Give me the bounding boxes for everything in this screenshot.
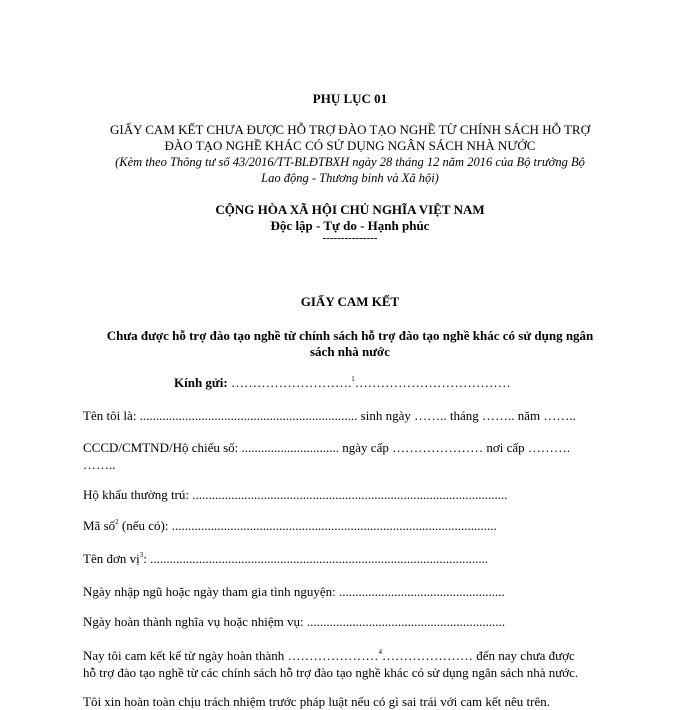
subtitle-line2: sách nhà nước [309,344,391,359]
code-rest: (nếu có): .................................................................................................... [118,518,497,533]
code-label: Mã số [83,518,116,533]
unit-field [83,551,488,567]
code-field [83,518,497,534]
commit-text-a: Nay tôi cam kết kể từ ngày hoàn thành ………………… [83,648,379,663]
unit-rest: : ........................................................................................................ [143,551,489,566]
recipient-label: Kính gửi: [174,375,228,390]
commit-text-b: ………………… đến nay chưa được [382,648,575,663]
recipient-dots-a: ………………………. [227,375,352,390]
motto-rule: --------------- [322,232,378,244]
id-field-line1: CCCD/CMTND/Hộ chiếu số: .............................. ngày cấp ………………… nơi cấp ………. [83,440,571,455]
responsibility-line: Tôi xin hoàn toàn chịu trách nhiệm trước pháp luật nếu có gì sai trái với cam kết nêu trên. [83,694,550,709]
motto: Độc lập - Tự do - Hạnh phúc [270,218,430,233]
unit-label: Tên đơn vị [83,551,140,566]
recipient-dots-b: ……………………………… [354,375,511,390]
recipient-line [174,375,511,391]
footnote-4: 4 [378,648,383,656]
reference-line2: Lao động - Thương binh và Xã hội) [261,171,439,185]
footnote-2: 2 [115,518,119,526]
enlist-field: Ngày nhập ngũ hoặc ngày tham gia tình nguyện: ................................................... [83,584,505,599]
footnote-1: 1 [351,375,355,383]
commit-line2: hỗ trợ đào tạo nghề từ các chính sách hỗ trợ đào tạo nghề khác có sử dụng ngân sách nhà nước. [83,665,579,680]
appendix-title: PHỤ LỤC 01 [312,91,388,106]
footnote-3: 3 [139,551,144,559]
commit-line1 [83,648,575,664]
nation-heading: CỘNG HÒA XÃ HỘI CHỦ NGHĨA VIỆT NAM [215,202,485,217]
reference-line1: (Kèm theo Thông tư số 43/2016/TT-BLĐTBXH ngày 28 tháng 12 năm 2016 của Bộ trưởng Bộ [115,155,585,169]
document-title: GIẤY CAM KẾT [300,294,400,309]
complete-field: Ngày hoàn thành nghĩa vụ hoặc nhiệm vụ: ............................................................. [83,614,506,629]
doc-title-line1: GIẤY CAM KẾT CHƯA ĐƯỢC HỖ TRỢ ĐÀO TẠO NGHỀ TỪ CHÍNH SÁCH HỖ TRỢ [110,122,590,137]
doc-title-line2: ĐÀO TẠO NGHỀ KHÁC CÓ SỬ DỤNG NGÂN SÁCH NHÀ NƯỚC [164,138,536,153]
residence-field: Hộ khẩu thường trú: ................................................................................................. [83,487,508,502]
subtitle-line1: Chưa được hỗ trợ đào tạo nghề từ chính sách hỗ trợ đào tạo nghề khác có sử dụng ngân [106,328,594,343]
name-field: Tên tôi là: ................................................................... sinh ngày …….. tháng …….. năm …….. [83,408,576,423]
id-field-line2: …….. [83,457,116,472]
